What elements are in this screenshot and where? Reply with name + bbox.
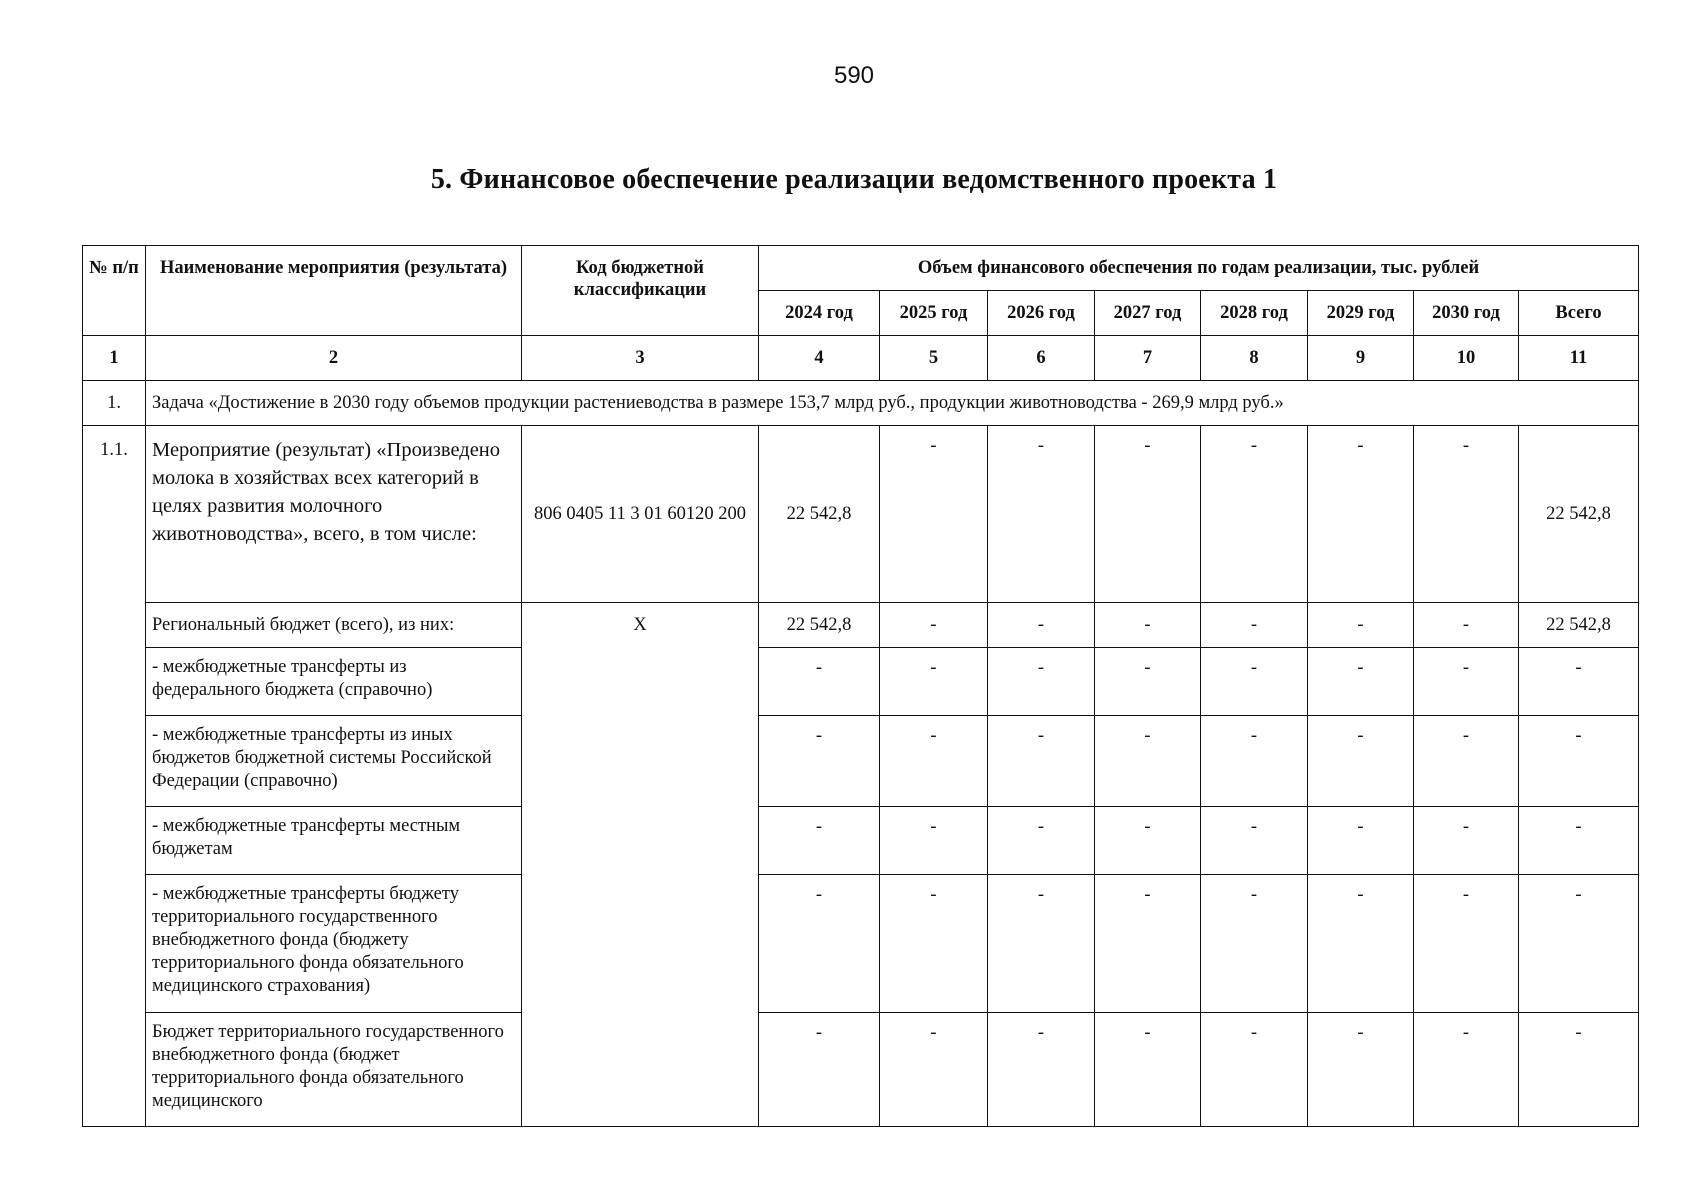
- task-number: 1.: [83, 381, 146, 426]
- value-2024: -: [759, 1013, 880, 1127]
- header-year-2030: 2030 год: [1414, 291, 1519, 336]
- value-2027: -: [1095, 426, 1201, 603]
- value-2028: -: [1201, 603, 1308, 648]
- value-2024: 22 542,8: [759, 426, 880, 603]
- value-2024: -: [759, 807, 880, 875]
- value-total: 22 542,8: [1519, 426, 1639, 603]
- column-number: 7: [1095, 336, 1201, 381]
- value-2028: -: [1201, 426, 1308, 603]
- task-text: Задача «Достижение в 2030 году объемов продукции растениеводства в размере 153,7 млрд руб., продукции животноводства - 269,9 млрд руб.»: [146, 381, 1639, 426]
- value-2025: -: [880, 716, 988, 807]
- column-number: 2: [146, 336, 522, 381]
- table-row: [83, 648, 1639, 716]
- task-row: [83, 381, 1639, 426]
- value-2025: -: [880, 426, 988, 603]
- value-2028: -: [1201, 875, 1308, 1013]
- header-num: № п/п: [83, 246, 146, 336]
- value-total: -: [1519, 716, 1639, 807]
- header-volume: Объем финансового обеспечения по годам реализации, тыс. рублей: [759, 246, 1639, 291]
- value-2027: -: [1095, 648, 1201, 716]
- column-number: 1: [83, 336, 146, 381]
- value-total: -: [1519, 648, 1639, 716]
- value-2030: -: [1414, 807, 1519, 875]
- value-2030: -: [1414, 603, 1519, 648]
- value-2030: -: [1414, 1013, 1519, 1127]
- value-2027: -: [1095, 875, 1201, 1013]
- value-2026: -: [988, 716, 1095, 807]
- value-2029: -: [1308, 1013, 1414, 1127]
- value-2027: -: [1095, 603, 1201, 648]
- column-number-row: [83, 336, 1639, 381]
- value-2026: -: [988, 875, 1095, 1013]
- value-2028: -: [1201, 807, 1308, 875]
- page-number: 590: [833, 62, 875, 89]
- value-2026: -: [988, 603, 1095, 648]
- value-2029: -: [1308, 603, 1414, 648]
- value-total: -: [1519, 1013, 1639, 1127]
- budget-code: Х: [522, 603, 759, 1127]
- value-2027: -: [1095, 716, 1201, 807]
- value-2025: -: [880, 603, 988, 648]
- value-2026: -: [988, 807, 1095, 875]
- value-2029: -: [1308, 716, 1414, 807]
- header-code: Код бюджетной классификации: [522, 246, 759, 336]
- table-row: [83, 1013, 1639, 1127]
- row-name: - межбюджетные трансферты местным бюджетам: [146, 807, 522, 875]
- value-2029: -: [1308, 648, 1414, 716]
- header-year-2029: 2029 год: [1308, 291, 1414, 336]
- table-row: [83, 716, 1639, 807]
- value-2025: -: [880, 648, 988, 716]
- value-total: 22 542,8: [1519, 603, 1639, 648]
- table-row: [83, 603, 1639, 648]
- row-name: Бюджет территориального государственного внебюджетного фонда (бюджет территориального фонда обязательного медицинского: [146, 1013, 522, 1127]
- value-2030: -: [1414, 716, 1519, 807]
- value-2025: -: [880, 875, 988, 1013]
- value-2027: -: [1095, 807, 1201, 875]
- column-number: 6: [988, 336, 1095, 381]
- value-2029: -: [1308, 875, 1414, 1013]
- value-2028: -: [1201, 648, 1308, 716]
- value-2029: -: [1308, 426, 1414, 603]
- header-year-2028: 2028 год: [1201, 291, 1308, 336]
- value-2025: -: [880, 807, 988, 875]
- value-2024: -: [759, 648, 880, 716]
- header-year-2025: 2025 год: [880, 291, 988, 336]
- value-total: -: [1519, 875, 1639, 1013]
- header-year-2026: 2026 год: [988, 291, 1095, 336]
- table-row: [83, 426, 1639, 603]
- table-row: [83, 807, 1639, 875]
- column-number: 8: [1201, 336, 1308, 381]
- row-name: Мероприятие (результат) «Произведено молока в хозяйствах всех категорий в целях развития молочного животноводства», всего, в том числе:: [146, 426, 522, 603]
- column-number: 3: [522, 336, 759, 381]
- value-total: -: [1519, 807, 1639, 875]
- value-2026: -: [988, 1013, 1095, 1127]
- row-name: - межбюджетные трансферты бюджету территориального государственного внебюджетного фонда (бюджету территориального фонда обязательного медицинского страхования): [146, 875, 522, 1013]
- value-2026: -: [988, 426, 1095, 603]
- value-2030: -: [1414, 426, 1519, 603]
- header-year-2027: 2027 год: [1095, 291, 1201, 336]
- header-name: Наименование мероприятия (результата): [146, 246, 522, 336]
- header-year-2024: 2024 год: [759, 291, 880, 336]
- financing-table: [82, 245, 1639, 1127]
- value-2024: -: [759, 716, 880, 807]
- value-2024: -: [759, 875, 880, 1013]
- value-2026: -: [988, 648, 1095, 716]
- header-total: Всего: [1519, 291, 1639, 336]
- value-2030: -: [1414, 875, 1519, 1013]
- value-2024: 22 542,8: [759, 603, 880, 648]
- column-number: 5: [880, 336, 988, 381]
- value-2029: -: [1308, 807, 1414, 875]
- value-2027: -: [1095, 1013, 1201, 1127]
- row-name: Региональный бюджет (всего), из них:: [146, 603, 522, 648]
- document-title: 5. Финансовое обеспечение реализации ведомственного проекта 1: [430, 164, 1278, 195]
- value-2028: -: [1201, 716, 1308, 807]
- column-number: 4: [759, 336, 880, 381]
- row-number: 1.1.: [83, 426, 146, 1127]
- row-name: - межбюджетные трансферты из иных бюджетов бюджетной системы Российской Федерации (справочно): [146, 716, 522, 807]
- value-2025: -: [880, 1013, 988, 1127]
- value-2028: -: [1201, 1013, 1308, 1127]
- row-name: - межбюджетные трансферты из федерального бюджета (справочно): [146, 648, 522, 716]
- column-number: 11: [1519, 336, 1639, 381]
- budget-code: 806 0405 11 3 01 60120 200: [522, 426, 759, 603]
- column-number: 10: [1414, 336, 1519, 381]
- value-2030: -: [1414, 648, 1519, 716]
- column-number: 9: [1308, 336, 1414, 381]
- table-row: [83, 875, 1639, 1013]
